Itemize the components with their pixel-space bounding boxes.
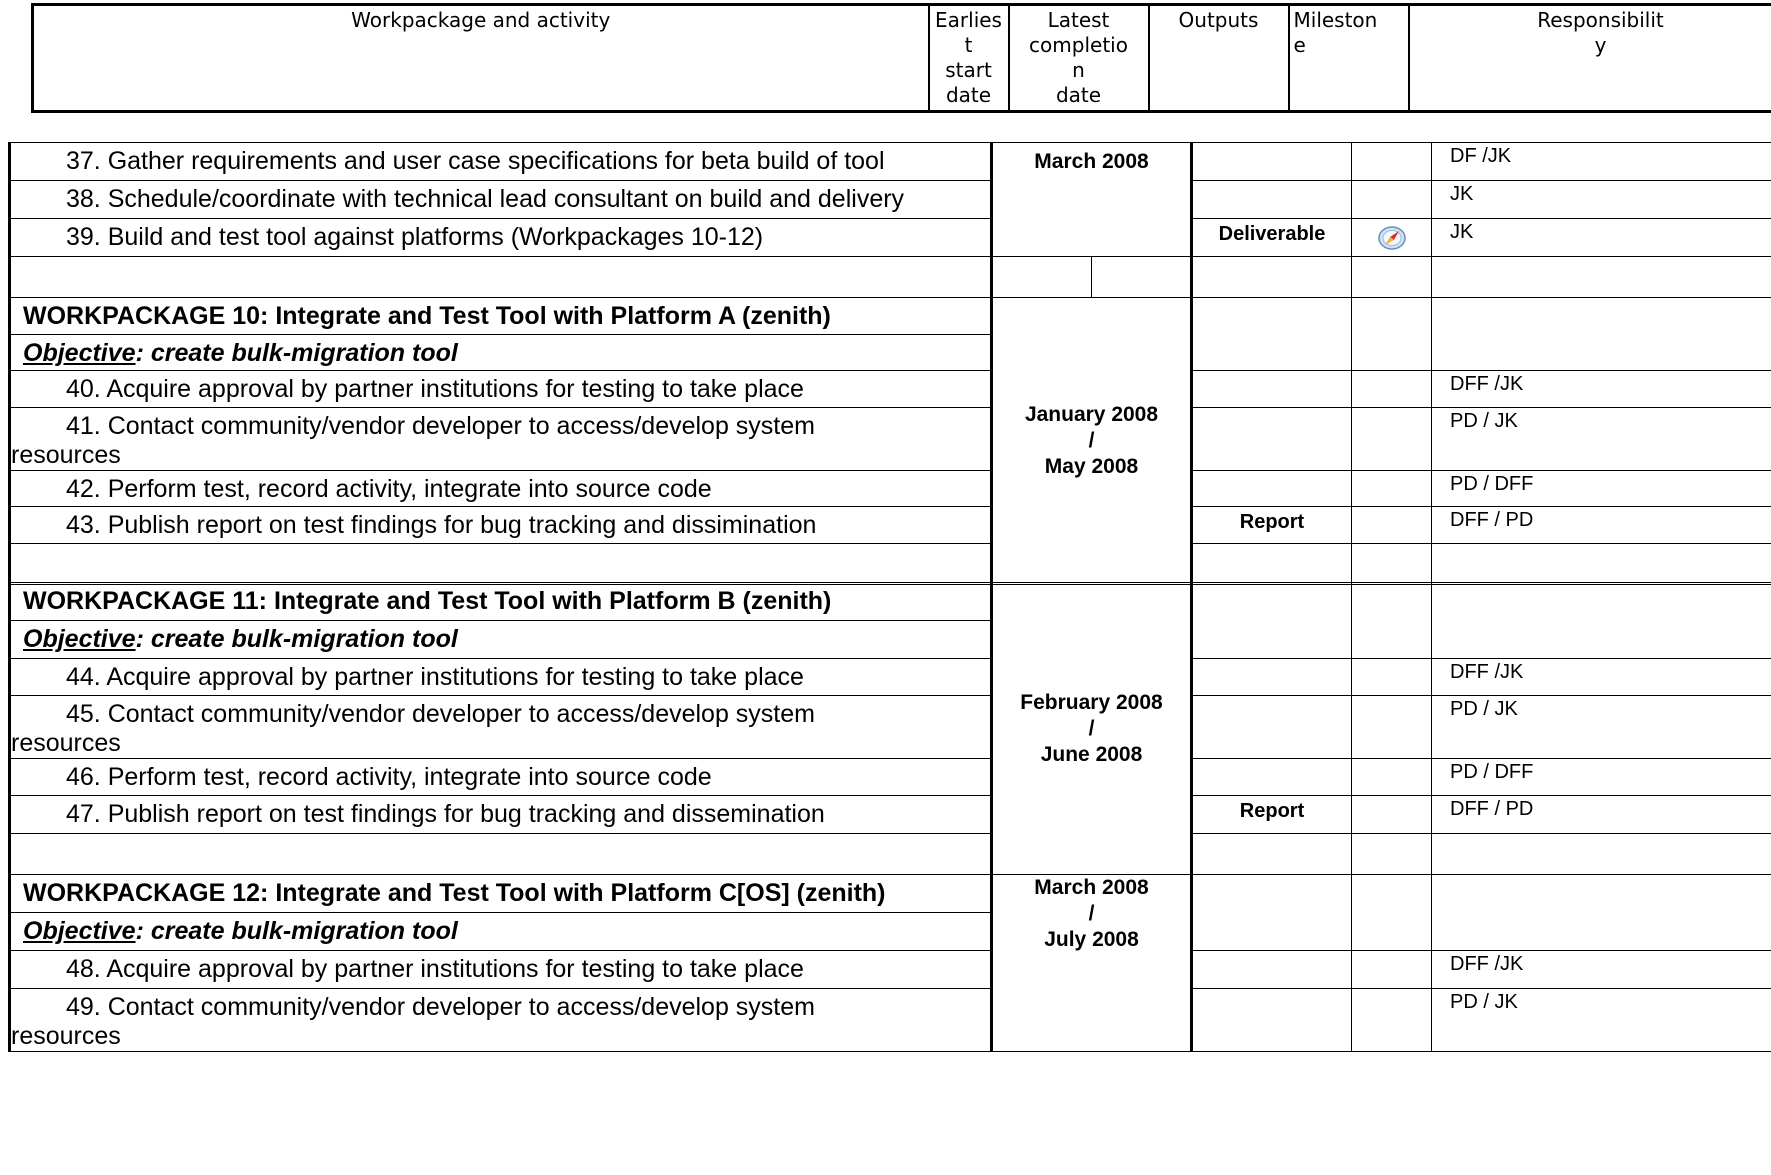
table-row [10,796,1771,834]
responsibility-cell: PD / DFF [1432,471,1771,507]
date-range: January 2008 / May 2008 [992,298,1192,585]
activity-42: 42. Perform test, record activity, integrate into source code [10,471,992,507]
activity-47: 47. Publish report on test findings for bug tracking and dissemination [10,796,992,834]
workpackage-title: WORKPACKAGE 11: Integrate and Test Tool with Platform B (zenith) [10,583,992,621]
header-earliest-start: Earlies t start date [929,5,1009,112]
spacer-row [10,544,1771,585]
table-row [10,471,1771,507]
activity-38: 38. Schedule/coordinate with technical lead consultant on build and delivery [10,181,992,219]
responsibility-cell: JK [1432,219,1771,257]
activity-43: 43. Publish report on test findings for bug tracking and dissimination [10,507,992,544]
milestone-cell [1352,181,1432,219]
header-activity: Workpackage and activity [33,5,929,112]
milestone-cell [1352,143,1432,181]
responsibility-cell: DFF / PD [1432,507,1771,544]
column-header [31,3,1771,111]
responsibility-cell: PD / JK [1432,408,1771,471]
table-row [10,583,1771,621]
activity-49: 49. Contact community/vendor developer to access/develop system resources [10,989,992,1052]
table-row [10,951,1771,989]
spacer-row [10,834,1771,875]
header-outputs: Outputs [1149,5,1289,112]
activity-40: 40. Acquire approval by partner institutions for testing to take place [10,371,992,408]
spacer-row [10,257,1771,298]
header-latest-completion: Latest completio n date [1009,5,1149,112]
header-responsibility: Responsibilit y [1409,5,1771,112]
workpackage-objective: Objective: create bulk-migration tool [10,335,992,371]
activity-48: 48. Acquire approval by partner institutions for testing to take place [10,951,992,989]
date-range: February 2008 / June 2008 [992,583,1192,875]
milestone-cell [1352,219,1432,257]
table-row [10,659,1771,696]
output-report: Report [1192,796,1352,834]
table-row [10,219,1771,257]
responsibility-cell: DFF /JK [1432,659,1771,696]
responsibility-cell: JK [1432,181,1771,219]
activity-41: 41. Contact community/vendor developer to access/develop system resources [10,408,992,471]
table-row [10,989,1771,1052]
output-cell [1192,143,1352,181]
table-row [10,875,1771,913]
workpackage-title: WORKPACKAGE 12: Integrate and Test Tool with Platform C[OS] (zenith) [10,875,992,913]
activity-39: 39. Build and test tool against platforms (Workpackages 10-12) [10,219,992,257]
workpackage-title: WORKPACKAGE 10: Integrate and Test Tool with Platform A (zenith) [10,298,992,335]
responsibility-cell: PD / DFF [1432,759,1771,796]
table-row [10,696,1771,759]
output-cell [1192,181,1352,219]
compass-icon [1377,225,1407,251]
date-range: March 2008 / July 2008 [992,875,1192,1052]
responsibility-cell: DFF /JK [1432,951,1771,989]
date-range: March 2008 [992,143,1192,257]
table-row [10,371,1771,408]
table-row [10,143,1771,181]
output-deliverable: Deliverable [1192,219,1352,257]
workpackage-table-lower [8,582,1771,1052]
activity-45: 45. Contact community/vendor developer to access/develop system resources [10,696,992,759]
output-report: Report [1192,507,1352,544]
table-row [10,181,1771,219]
responsibility-cell: DFF /JK [1432,371,1771,408]
table-row [10,507,1771,544]
activity-46: 46. Perform test, record activity, integrate into source code [10,759,992,796]
responsibility-cell: DF /JK [1432,143,1771,181]
table-row [10,298,1771,335]
responsibility-cell: PD / JK [1432,696,1771,759]
activity-37: 37. Gather requirements and user case specifications for beta build of tool [10,143,992,181]
table-row [10,408,1771,471]
responsibility-cell: DFF / PD [1432,796,1771,834]
activity-44: 44. Acquire approval by partner institutions for testing to take place [10,659,992,696]
workpackage-objective: Objective: create bulk-migration tool [10,913,992,951]
table-row [10,759,1771,796]
workpackage-table [8,142,1771,585]
responsibility-cell: PD / JK [1432,989,1771,1052]
header-milestone: Mileston e [1289,5,1409,112]
workpackage-objective: Objective: create bulk-migration tool [10,621,992,659]
